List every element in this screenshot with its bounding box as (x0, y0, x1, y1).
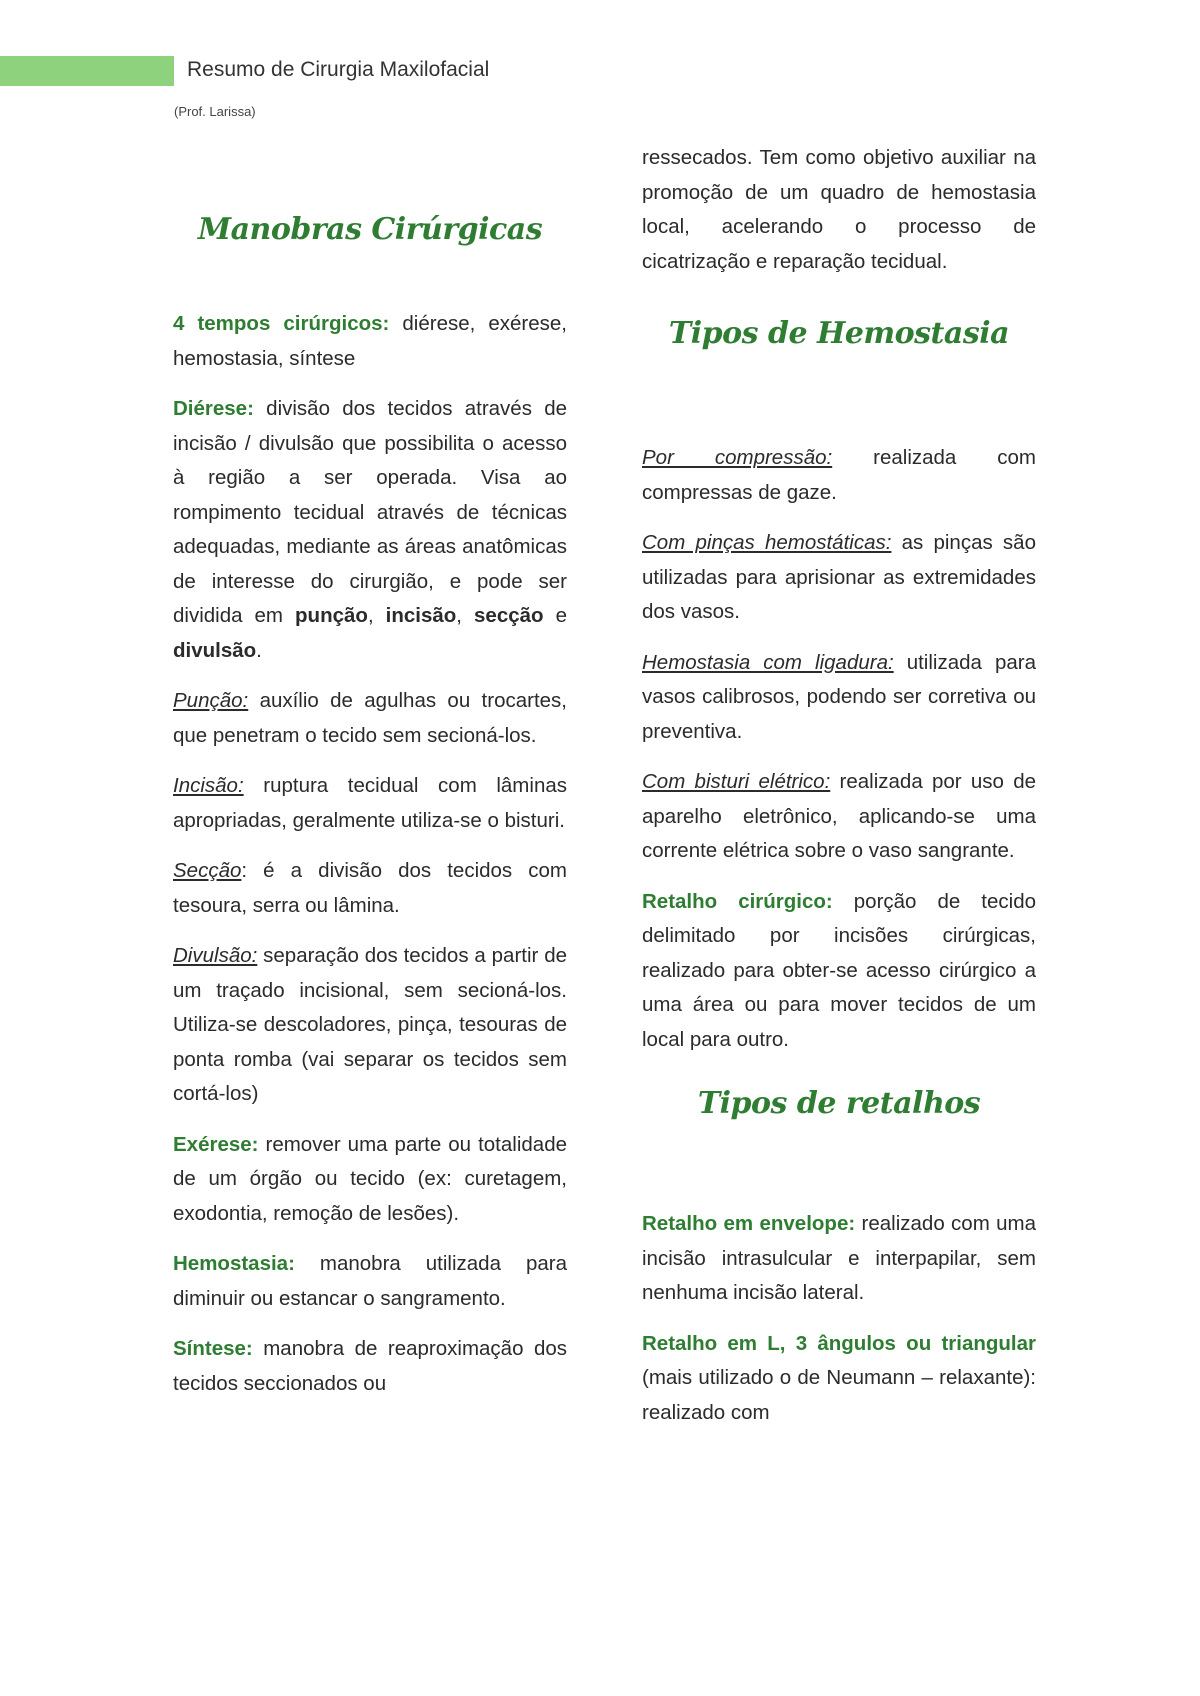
header-accent-bar (0, 56, 174, 86)
paragraph-retalho (642, 885, 1036, 1058)
label-tempos: 4 tempos cirúrgicos: (173, 312, 390, 335)
label-seccao: Secção (173, 859, 242, 882)
document-title: Resumo de Cirurgia Maxilofacial (187, 58, 490, 81)
document-subtitle: (Prof. Larissa) (174, 104, 256, 119)
text-tempos: diérese, exérese, hemostasia, síntese (173, 312, 567, 370)
text-sintese: manobra de reaproximação dos tecidos seccionados ou (173, 1337, 567, 1395)
label-compressao: Por compressão: (642, 446, 833, 469)
sep-4: . (256, 638, 262, 662)
label-exerese: Exérese: (173, 1132, 259, 1156)
paragraph-divulsao (173, 939, 567, 1112)
label-incisao: Incisão: (173, 774, 244, 797)
bold-divulsao: divulsão (173, 638, 257, 662)
bold-incisao: incisão (385, 604, 457, 627)
paragraph-hemostasia (173, 1247, 567, 1316)
bold-seccao: secção (474, 604, 544, 627)
label-sintese: Síntese: (173, 1337, 253, 1360)
text-exerese: remover uma parte ou totalidade de um órgão ou tecido (ex: curetagem, exodontia, remoção de lesões). (173, 1132, 567, 1225)
text-incisao: ruptura tecidual com lâminas apropriadas, geralmente utiliza-se o bisturi. (173, 774, 567, 832)
label-retalho: Retalho cirúrgico: (642, 889, 833, 913)
text-hemostasia: manobra utilizada para diminuir ou estancar o sangramento. (173, 1252, 567, 1310)
heading-tipos-retalhos: Tipos de retalhos (697, 1086, 981, 1121)
label-ligadura: Hemostasia com ligadura: (642, 650, 894, 674)
text-ligadura: utilizada para vasos calibrosos, podendo ser corretiva ou preventiva. (642, 650, 1036, 743)
bold-puncao: punção (295, 604, 368, 627)
text-pincas: as pinças são utilizadas para aprisionar as extremidades dos vasos. (642, 531, 1036, 623)
sep-1: , (367, 604, 386, 627)
text-retalho-l: (mais utilizado o de Neumann – relaxante): realizado com (642, 1366, 1036, 1424)
paragraph-bisturi (642, 765, 1036, 869)
right-column (642, 141, 1036, 1430)
text-bisturi: realizada por uso de aparelho eletrônico, aplicando-se uma corrente elétrica sobre o vaso sangrante. (642, 770, 1036, 862)
paragraph-puncao (173, 684, 567, 753)
paragraph-dierese (173, 392, 567, 668)
paragraph-retalho-l (642, 1327, 1036, 1431)
text-compressao: realizada com compressas de gaze. (642, 446, 1037, 504)
left-column (173, 175, 567, 1401)
label-retalho-l: Retalho em L, 3 ângulos ou triangular (642, 1331, 1036, 1355)
paragraph-envelope (642, 1207, 1036, 1311)
text-envelope: realizado com uma incisão intrasulcular e interpapilar, sem nenhuma incisão lateral. (642, 1212, 1037, 1304)
label-divulsao: Divulsão: (173, 944, 258, 967)
label-hemostasia: Hemostasia: (173, 1252, 295, 1275)
paragraph-exerese (173, 1128, 567, 1232)
paragraph-continuation: ressecados. Tem como objetivo auxiliar na promoção de um quadro de hemostasia local, acelerando o processo de cicatrização e reparação tecidual. (642, 146, 1036, 273)
paragraph-sintese (173, 1332, 567, 1401)
label-bisturi: Com bisturi elétrico: (642, 770, 831, 793)
paragraph-pincas (642, 526, 1036, 630)
sep-3: e (543, 604, 567, 627)
text-seccao: : é a divisão dos tecidos com tesoura, serra ou lâmina. (173, 859, 567, 917)
text-retalho: porção de tecido delimitado por incisões cirúrgicas, realizado para obter-se acesso cirúrgico a uma área ou para mover tecidos de um local para outro. (642, 889, 1036, 1051)
text-dierese: divisão dos tecidos através de incisão / divulsão que possibilita o acesso à região a ser operada. Visa ao rompimento tecidual através de técnicas adequadas, mediante as áreas anatômicas de interesse do cirurgião, e pode ser dividida em (173, 397, 567, 627)
label-dierese: Diérese: (173, 397, 254, 420)
paragraph-seccao (173, 854, 567, 923)
text-puncao: auxílio de agulhas ou trocartes, que penetram o tecido sem secioná-los. (173, 689, 567, 747)
sep-2: , (456, 604, 475, 627)
text-divulsao: separação dos tecidos a partir de um traçado incisional, sem secioná-los. Utiliza-se descoladores, pinça, tesouras de ponta romba (vai separar os tecidos sem cortá-los) (173, 944, 567, 1105)
label-envelope: Retalho em envelope: (642, 1212, 856, 1235)
heading-tipos-hemostasia: Tipos de Hemostasia (668, 316, 1010, 351)
paragraph-ligadura (642, 646, 1036, 750)
paragraph-incisao (173, 769, 567, 838)
label-puncao: Punção: (173, 689, 249, 712)
label-pincas: Com pinças hemostáticas: (642, 531, 892, 554)
paragraph-compressao (642, 441, 1036, 510)
heading-manobras: Manobras Cirúrgicas (197, 212, 543, 247)
paragraph-tempos (173, 307, 567, 376)
